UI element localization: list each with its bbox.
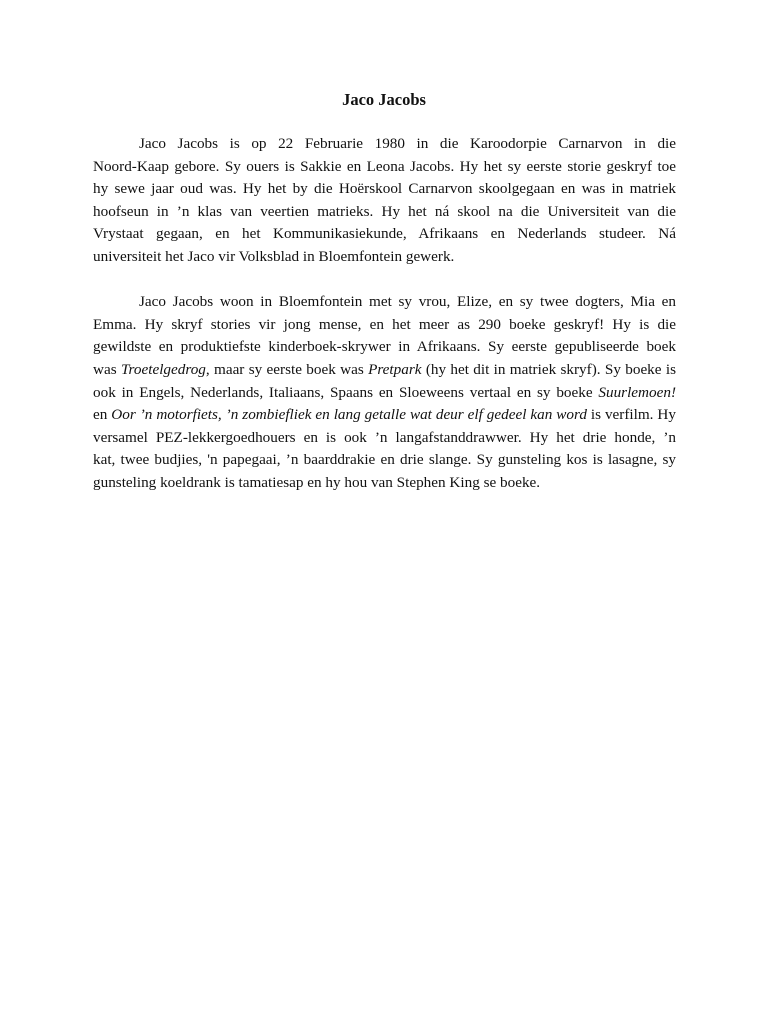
paragraph-biography: [93, 133, 676, 269]
paragraph-line: versamel PEZ-lekkergoedhouers en is ook ’n langafstanddrawwer. Hy het drie honde, ’n: [93, 428, 676, 446]
text-fragment: was: [93, 360, 121, 378]
book-title: Pretpark: [368, 360, 422, 378]
book-title: Oor ’n motorfiets, ’n zombiefliek en lang getalle wat deur elf gedeel kan word: [111, 406, 587, 424]
paragraph-line: [93, 359, 676, 382]
paragraph-line: hoofseun in ’n klas van veertien matrieks. Hy het ná skool na die Universiteit van die: [93, 202, 676, 220]
paragraph-personal: [93, 291, 676, 494]
book-title: Troetelgedrog: [120, 360, 206, 378]
paragraph-line: hy sewe jaar oud was. Hy het by die Hoërskool Carnarvon skoolgegaan en was in matriek: [93, 180, 676, 198]
paragraph-line: gewildste en produktiefste kinderboek-skrywer in Afrikaans. Sy eerste gepubliseerde boek: [93, 338, 676, 356]
paragraph-line: Noord-Kaap gebore. Sy ouers is Sakkie en Leona Jacobs. Hy het sy eerste storie geskryf toe: [93, 157, 676, 175]
paragraph-line: kat, twee budjies, 'n papegaai, ’n baarddrakie en drie slange. Sy gunsteling kos is lasagne, sy: [93, 451, 676, 469]
paragraph-line: Emma. Hy skryf stories vir jong mense, en het meer as 290 boeke geskryf! Hy is die: [93, 315, 676, 333]
text-fragment: ook in Engels, Nederlands, Italiaans, Spaans en Sloeweens vertaal en sy boeke: [93, 383, 599, 401]
document-title: Jaco Jacobs: [342, 90, 426, 109]
text-fragment: , maar sy eerste boek was: [205, 360, 369, 378]
paragraph-line: [93, 404, 676, 427]
paragraph-line: gunsteling koeldrank is tamatiesap en hy hou van Stephen King se boeke.: [93, 473, 541, 491]
text-fragment: is verfilm. Hy: [586, 406, 676, 424]
paragraph-line: universiteit het Jaco vir Volksblad in Bloemfontein gewerk.: [93, 247, 455, 265]
book-title: Suurlemoen!: [598, 383, 676, 401]
text-fragment: en: [93, 406, 112, 424]
paragraph-line: Vrystaat gegaan, en het Kommunikasiekunde, Afrikaans en Nederlands studeer. Ná: [93, 225, 676, 243]
paragraph-line: Jaco Jacobs woon in Bloemfontein met sy vrou, Elize, en sy twee dogters, Mia en: [139, 293, 676, 311]
paragraph-line: [93, 382, 676, 405]
text-fragment: (hy het dit in matriek skryf). Sy boeke is: [421, 360, 676, 378]
document-body: [93, 133, 676, 495]
paragraph-line: Jaco Jacobs is op 22 Februarie 1980 in die Karoodorpie Carnarvon in die: [139, 135, 676, 152]
